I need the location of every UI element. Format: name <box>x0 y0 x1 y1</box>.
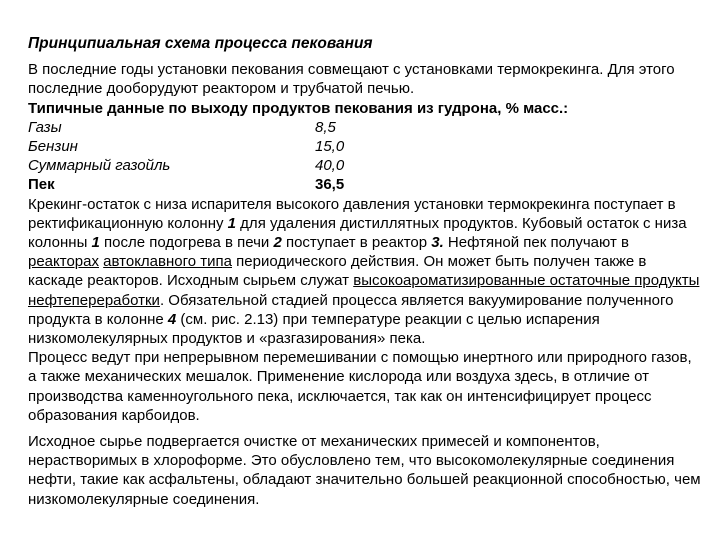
text-run: поступает в реактор <box>281 233 432 251</box>
equipment-number: 3. <box>431 233 444 251</box>
yield-value: 8,5 <box>315 118 336 136</box>
link-residual-products[interactable]: высокоароматизированные остаточные продукты нефтепереработки <box>28 272 700 309</box>
yield-name: Суммарный газойль <box>28 157 171 175</box>
yield-row-gasoil <box>28 156 703 175</box>
text-run: (см. рис. 2.13) при температуре реакции с целью испарения низкомолекулярных продуктов и «разгазирования» пека. <box>28 310 600 347</box>
text-run: Нефтяной пек получают в <box>443 233 629 251</box>
link-autoclave-type[interactable]: автоклавного типа <box>103 253 232 271</box>
document-page <box>28 34 703 509</box>
yield-name: Бензин <box>28 138 78 155</box>
text-run: периодического действия. Он может быть получен также в каскаде реакторов. Исходным сырьем служат <box>28 253 647 290</box>
yield-heading: Типичные данные по выходу продуктов пекования из гудрона, % масс.: <box>28 99 569 117</box>
equipment-number: 1 <box>227 214 237 232</box>
equipment-number: 4 <box>167 310 177 328</box>
yield-value: 15,0 <box>315 138 345 155</box>
yield-list <box>28 118 703 195</box>
yield-row-gasoline <box>28 137 703 156</box>
document-title: Принципиальная схема процесса пекования <box>28 35 373 52</box>
process-paragraph <box>28 195 703 349</box>
yield-name: Газы <box>28 118 62 136</box>
equipment-number: 2 <box>273 233 282 251</box>
yield-value: 40,0 <box>315 157 345 175</box>
text-run: Крекинг-остаток с низа испарителя высокого давления установки термокрекинга поступает в ректификационную колонну <box>28 195 676 232</box>
equipment-number: 1 <box>91 233 100 251</box>
intro-paragraph: В последние годы установки пекования совмещают с установками термокрекинга. Для этого последние дооборудуют реактором и трубчатой печью. <box>28 61 675 98</box>
feed-paragraph: Исходное сырье подвергается очистке от механических примесей и компонентов, нерастворимых в хлороформе. Это обусловлено тем, что высокомолекулярные соединения нефти, такие как асфальтены, обладают значительно большей реакционной способностью, чем низкомолекулярные соединения. <box>28 433 701 508</box>
text-run: после подогрева в печи <box>99 233 274 251</box>
yield-name: Пек <box>28 176 55 194</box>
yield-row-gases <box>28 118 703 137</box>
yield-row-pitch <box>28 175 703 194</box>
yield-value: 36,5 <box>315 176 345 194</box>
link-reactors[interactable]: реакторах <box>28 253 99 271</box>
text-run: для удаления дистиллятных продуктов. Кубовый остаток с низа колонны <box>28 214 687 251</box>
mixing-paragraph: Процесс ведут при непрерывном перемешивании с помощью инертного или природного газов, а также механических мешалок. Применение кислорода или воздуха здесь, в отличие от производства каменноугольного пека, исключается, так как он интенсифицирует процесс образования карбоидов. <box>28 349 692 424</box>
text-run: . Обязательной стадией процесса является вакуумирование полученного продукта в колонне <box>28 291 674 328</box>
